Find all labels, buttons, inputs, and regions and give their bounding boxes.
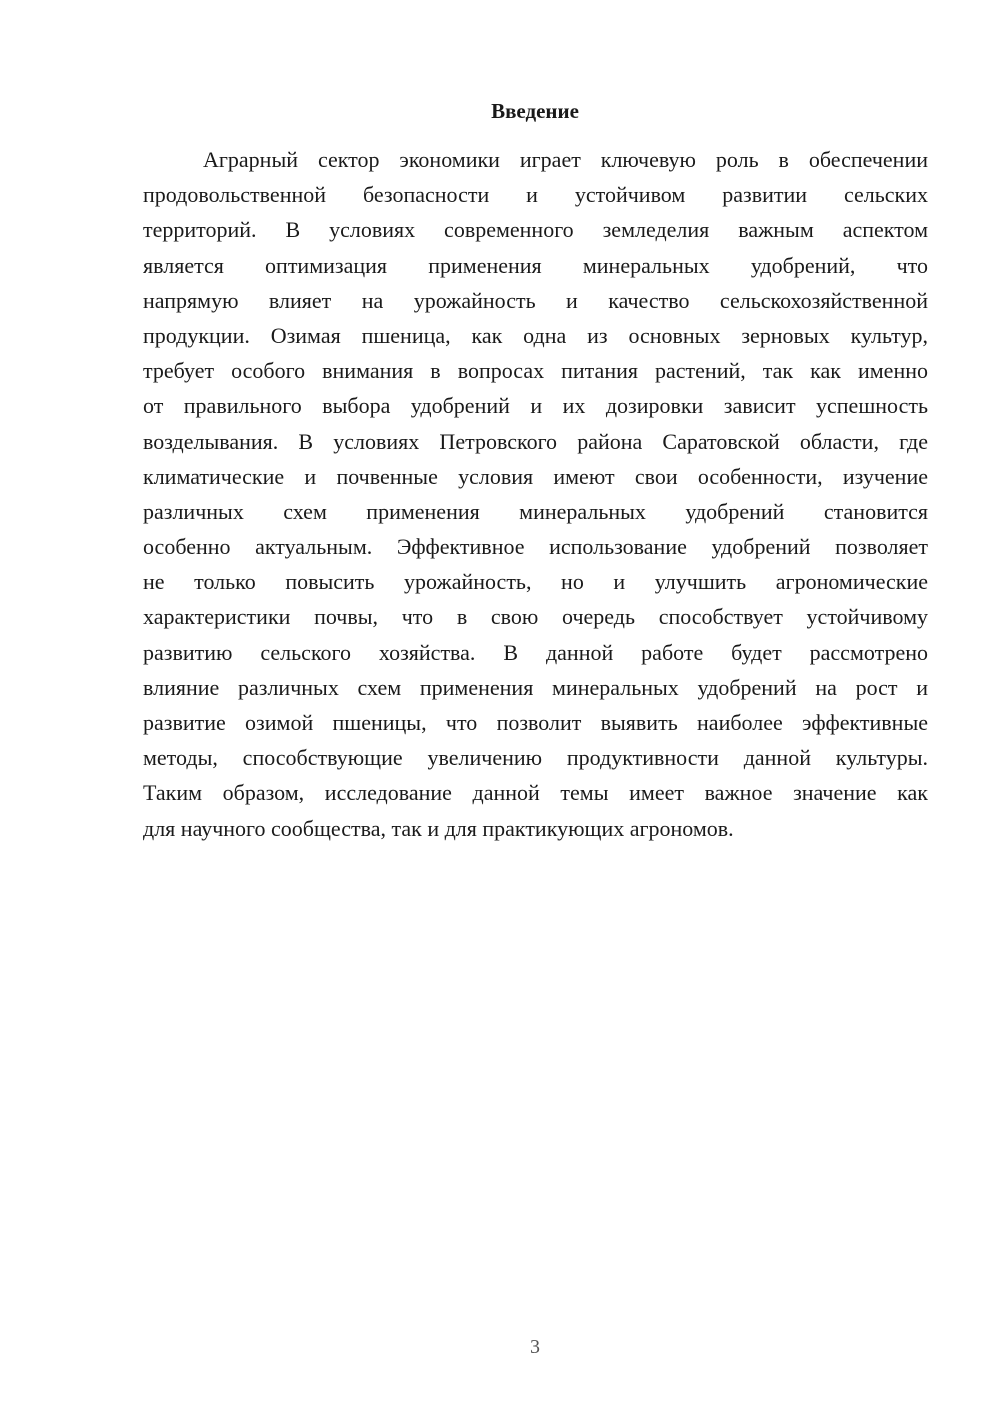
paragraph-line: влияние различных схем применения минеральных удобрений на рост и	[143, 674, 928, 700]
paragraph-line: продукции. Озимая пшеница, как одна из основных зерновых культур,	[143, 322, 928, 348]
section-heading: Введение	[491, 99, 579, 123]
paragraph-line: особенно актуальным. Эффективное использование удобрений позволяет	[143, 534, 928, 560]
paragraph-line: возделывания. В условиях Петровского района Саратовской области, где	[143, 428, 928, 454]
paragraph-line: продовольственной безопасности и устойчивом развитии сельских	[143, 182, 928, 208]
paragraph-line: Таким образом, исследование данной темы имеет важное значение как	[143, 780, 928, 806]
paragraph-line: напрямую влияет на урожайность и качество сельскохозяйственной	[143, 287, 928, 313]
paragraph-line: различных схем применения минеральных удобрений становится	[143, 498, 928, 524]
paragraph-line: развитию сельского хозяйства. В данной работе будет рассмотрено	[143, 639, 928, 665]
paragraph-line: от правильного выбора удобрений и их дозировки зависит успешность	[143, 393, 928, 419]
paragraph-line: характеристики почвы, что в свою очередь способствует устойчивому	[143, 604, 928, 630]
paragraph-line: методы, способствующие увеличению продуктивности данной культуры.	[143, 745, 928, 771]
paragraph-line: Аграрный сектор экономики играет ключевую роль в обеспечении	[203, 147, 928, 172]
paragraph-line: не только повысить урожайность, но и улучшить агрономические	[143, 569, 928, 595]
paragraph-line: территорий. В условиях современного земледелия важным аспектом	[143, 217, 928, 243]
paragraph-line: для научного сообщества, так и для практикующих агрономов.	[143, 815, 734, 841]
page-number: 3	[530, 1336, 540, 1358]
paragraph-line: развитие озимой пшеницы, что позволит выявить наиболее эффективные	[143, 710, 928, 735]
introduction-paragraph	[143, 142, 928, 846]
paragraph-line: климатические и почвенные условия имеют свои особенности, изучение	[143, 463, 928, 489]
paragraph-line: требует особого внимания в вопросах питания растений, так как именно	[143, 358, 928, 384]
paragraph-line: является оптимизация применения минеральных удобрений, что	[143, 252, 928, 278]
